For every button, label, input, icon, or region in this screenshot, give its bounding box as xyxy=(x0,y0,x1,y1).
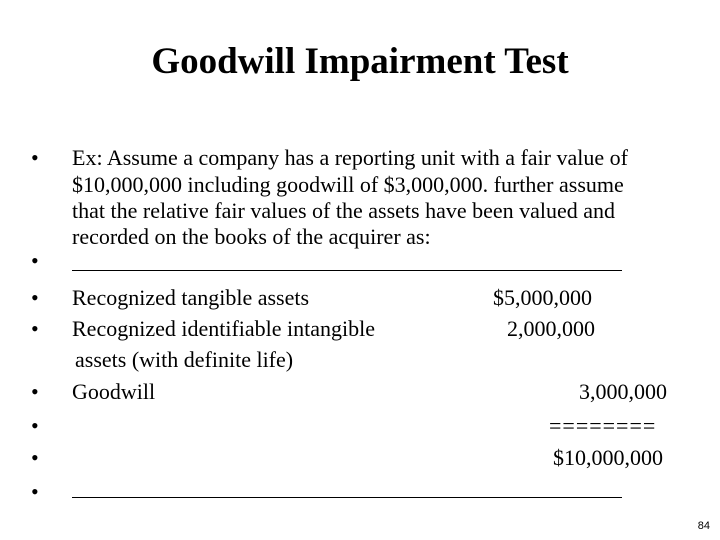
intro-line-2: $10,000,000 including goodwill of $3,000,000. further assume xyxy=(72,172,624,197)
bullet-3: • xyxy=(31,285,39,310)
bullet-6: • xyxy=(31,413,39,438)
goodwill-label: Goodwill xyxy=(72,379,156,404)
top-rule xyxy=(72,270,622,271)
page-number: 84 xyxy=(697,520,710,532)
bullet-5: • xyxy=(31,379,39,404)
intangible-assets-label-cont: assets (with definite life) xyxy=(75,347,294,372)
intangible-assets-value: 2,000,000 xyxy=(507,316,595,341)
bullet-7: • xyxy=(31,445,39,470)
bullet-4: • xyxy=(31,316,39,341)
bullet-1: • xyxy=(31,145,39,170)
intro-line-3: that the relative fair values of the assets have been valued and xyxy=(72,198,616,223)
intro-line-1: Ex: Assume a company has a reporting unit with a fair value of xyxy=(72,145,628,170)
goodwill-value: 3,000,000 xyxy=(579,379,667,404)
intro-line-4: recorded on the books of the acquirer as: xyxy=(72,224,431,249)
slide-title: Goodwill Impairment Test xyxy=(151,41,569,82)
total-value: $10,000,000 xyxy=(553,445,663,470)
tangible-assets-value: $5,000,000 xyxy=(493,285,592,310)
bullet-8: • xyxy=(31,479,39,504)
double-rule: ======== xyxy=(549,413,657,438)
bottom-rule xyxy=(72,497,622,498)
bullet-2: • xyxy=(31,248,39,273)
intangible-assets-label: Recognized identifiable intangible xyxy=(72,316,376,341)
tangible-assets-label: Recognized tangible assets xyxy=(72,285,310,310)
